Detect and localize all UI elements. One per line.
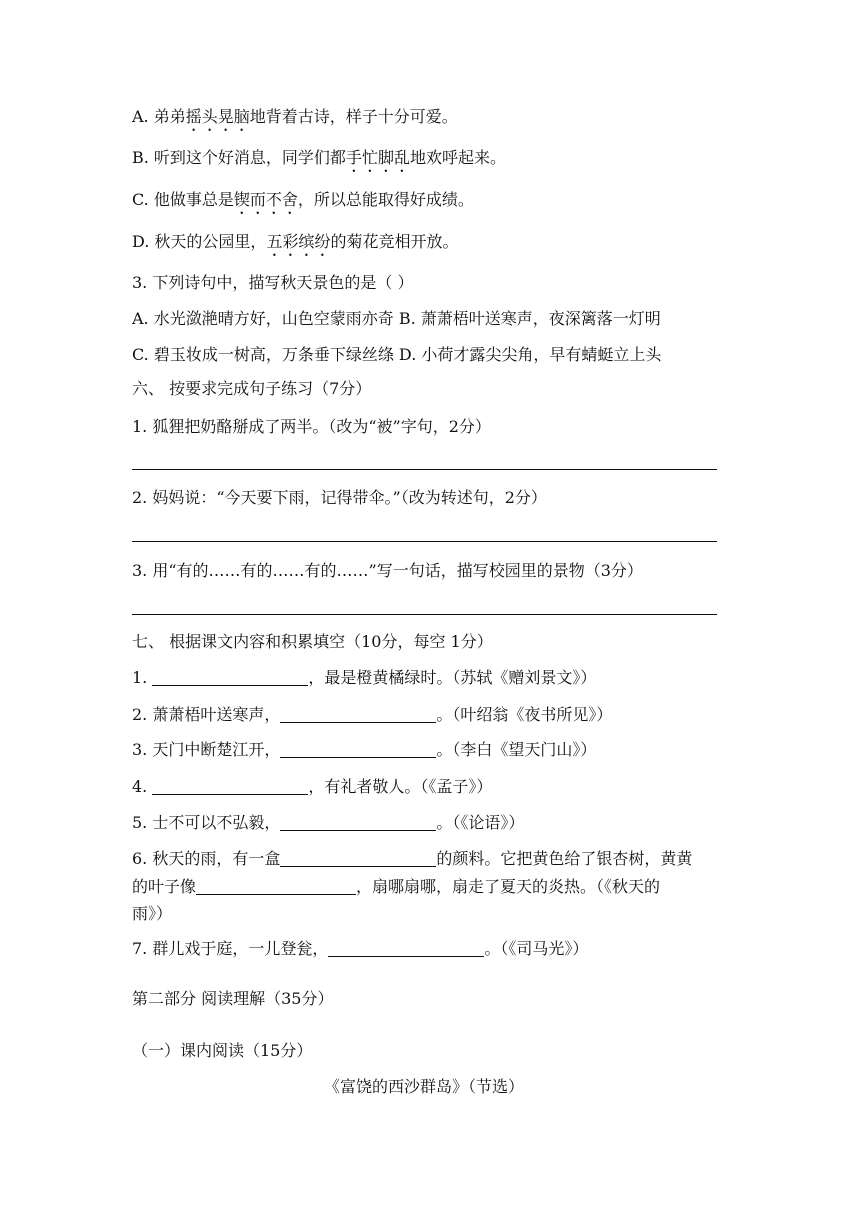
section-6-title: 六、 按要求完成句子练习（7分）: [132, 379, 372, 398]
answer-line[interactable]: [132, 469, 717, 470]
option-a: A. 弟弟摇头晃脑地背着古诗，样子十分可爱。: [132, 107, 458, 126]
fill-blank[interactable]: [280, 741, 436, 758]
part-2-title: 第二部分 阅读理解（35分）: [132, 989, 334, 1008]
fill-q3: 3. 天门中断楚江开， 。（李白《望天门山》）: [132, 740, 597, 759]
section-7-title: 七、 根据课文内容和积累填空（10分，每空 1分）: [132, 632, 493, 651]
fill-blank[interactable]: [152, 669, 308, 686]
subsection-title: （一）课内阅读（15分）: [132, 1041, 313, 1060]
fill-q7: 7. 群儿戏于庭，一儿登瓮， 。（《司马光》）: [132, 939, 589, 958]
option-b: B. 听到这个好消息，同学们都手忙脚乱地欢呼起来。: [132, 148, 506, 167]
question-3-options-cd: C. 碧玉妆成一树高，万条垂下绿丝绦 D. 小荷才露尖尖角，早有蜻蜓立上头: [132, 345, 662, 364]
fill-blank[interactable]: [280, 706, 436, 723]
answer-line[interactable]: [132, 541, 717, 542]
fill-q2: 2. 萧萧梧叶送寒声， 。（叶绍翁《夜书所见》）: [132, 705, 613, 724]
fill-q6-line3: 雨》）: [132, 904, 173, 923]
passage-title: 《富饶的西沙群岛》（节选）: [324, 1077, 525, 1096]
fill-q4: 4. ，有礼者敬人。（《孟子》）: [132, 777, 493, 796]
section-6-q3: 3. 用“有的……有的……有的……”写一句话，描写校园里的景物（3分）: [132, 561, 643, 580]
option-c: C. 他做事总是锲而不舍，所以总能取得好成绩。: [132, 190, 474, 209]
question-3-stem: 3. 下列诗句中，描写秋天景色的是（ ）: [132, 273, 414, 292]
fill-q6-line1: 6. 秋天的雨，有一盒 的颜料。它把黄色给了银杏树，黄黄: [132, 849, 693, 868]
fill-blank[interactable]: [152, 778, 308, 795]
fill-blank[interactable]: [280, 814, 436, 831]
answer-line[interactable]: [132, 614, 717, 615]
fill-blank[interactable]: [328, 940, 484, 957]
option-d: D. 秋天的公园里，五彩缤纷的菊花竞相开放。: [132, 232, 459, 251]
fill-q1: 1. ，最是橙黄橘绿时。（苏轼《赠刘景文》）: [132, 668, 597, 687]
fill-blank[interactable]: [196, 878, 356, 895]
section-6-q2: 2. 妈妈说：“今天要下雨，记得带伞。”（改为转述句，2分）: [132, 488, 547, 507]
section-6-q1: 1. 狐狸把奶酪掰成了两半。（改为“被”字句，2分）: [132, 417, 491, 436]
question-3-options-ab: A. 水光潋滟晴方好，山色空蒙雨亦奇 B. 萧萧梧叶送寒声，夜深篱落一灯明: [132, 309, 661, 328]
fill-blank[interactable]: [280, 850, 436, 867]
fill-q5: 5. 士不可以不弘毅， 。（《论语》）: [132, 813, 525, 832]
fill-q6-line2: 的叶子像 ，扇哪扇哪，扇走了夏天的炎热。（《秋天的: [132, 877, 661, 896]
